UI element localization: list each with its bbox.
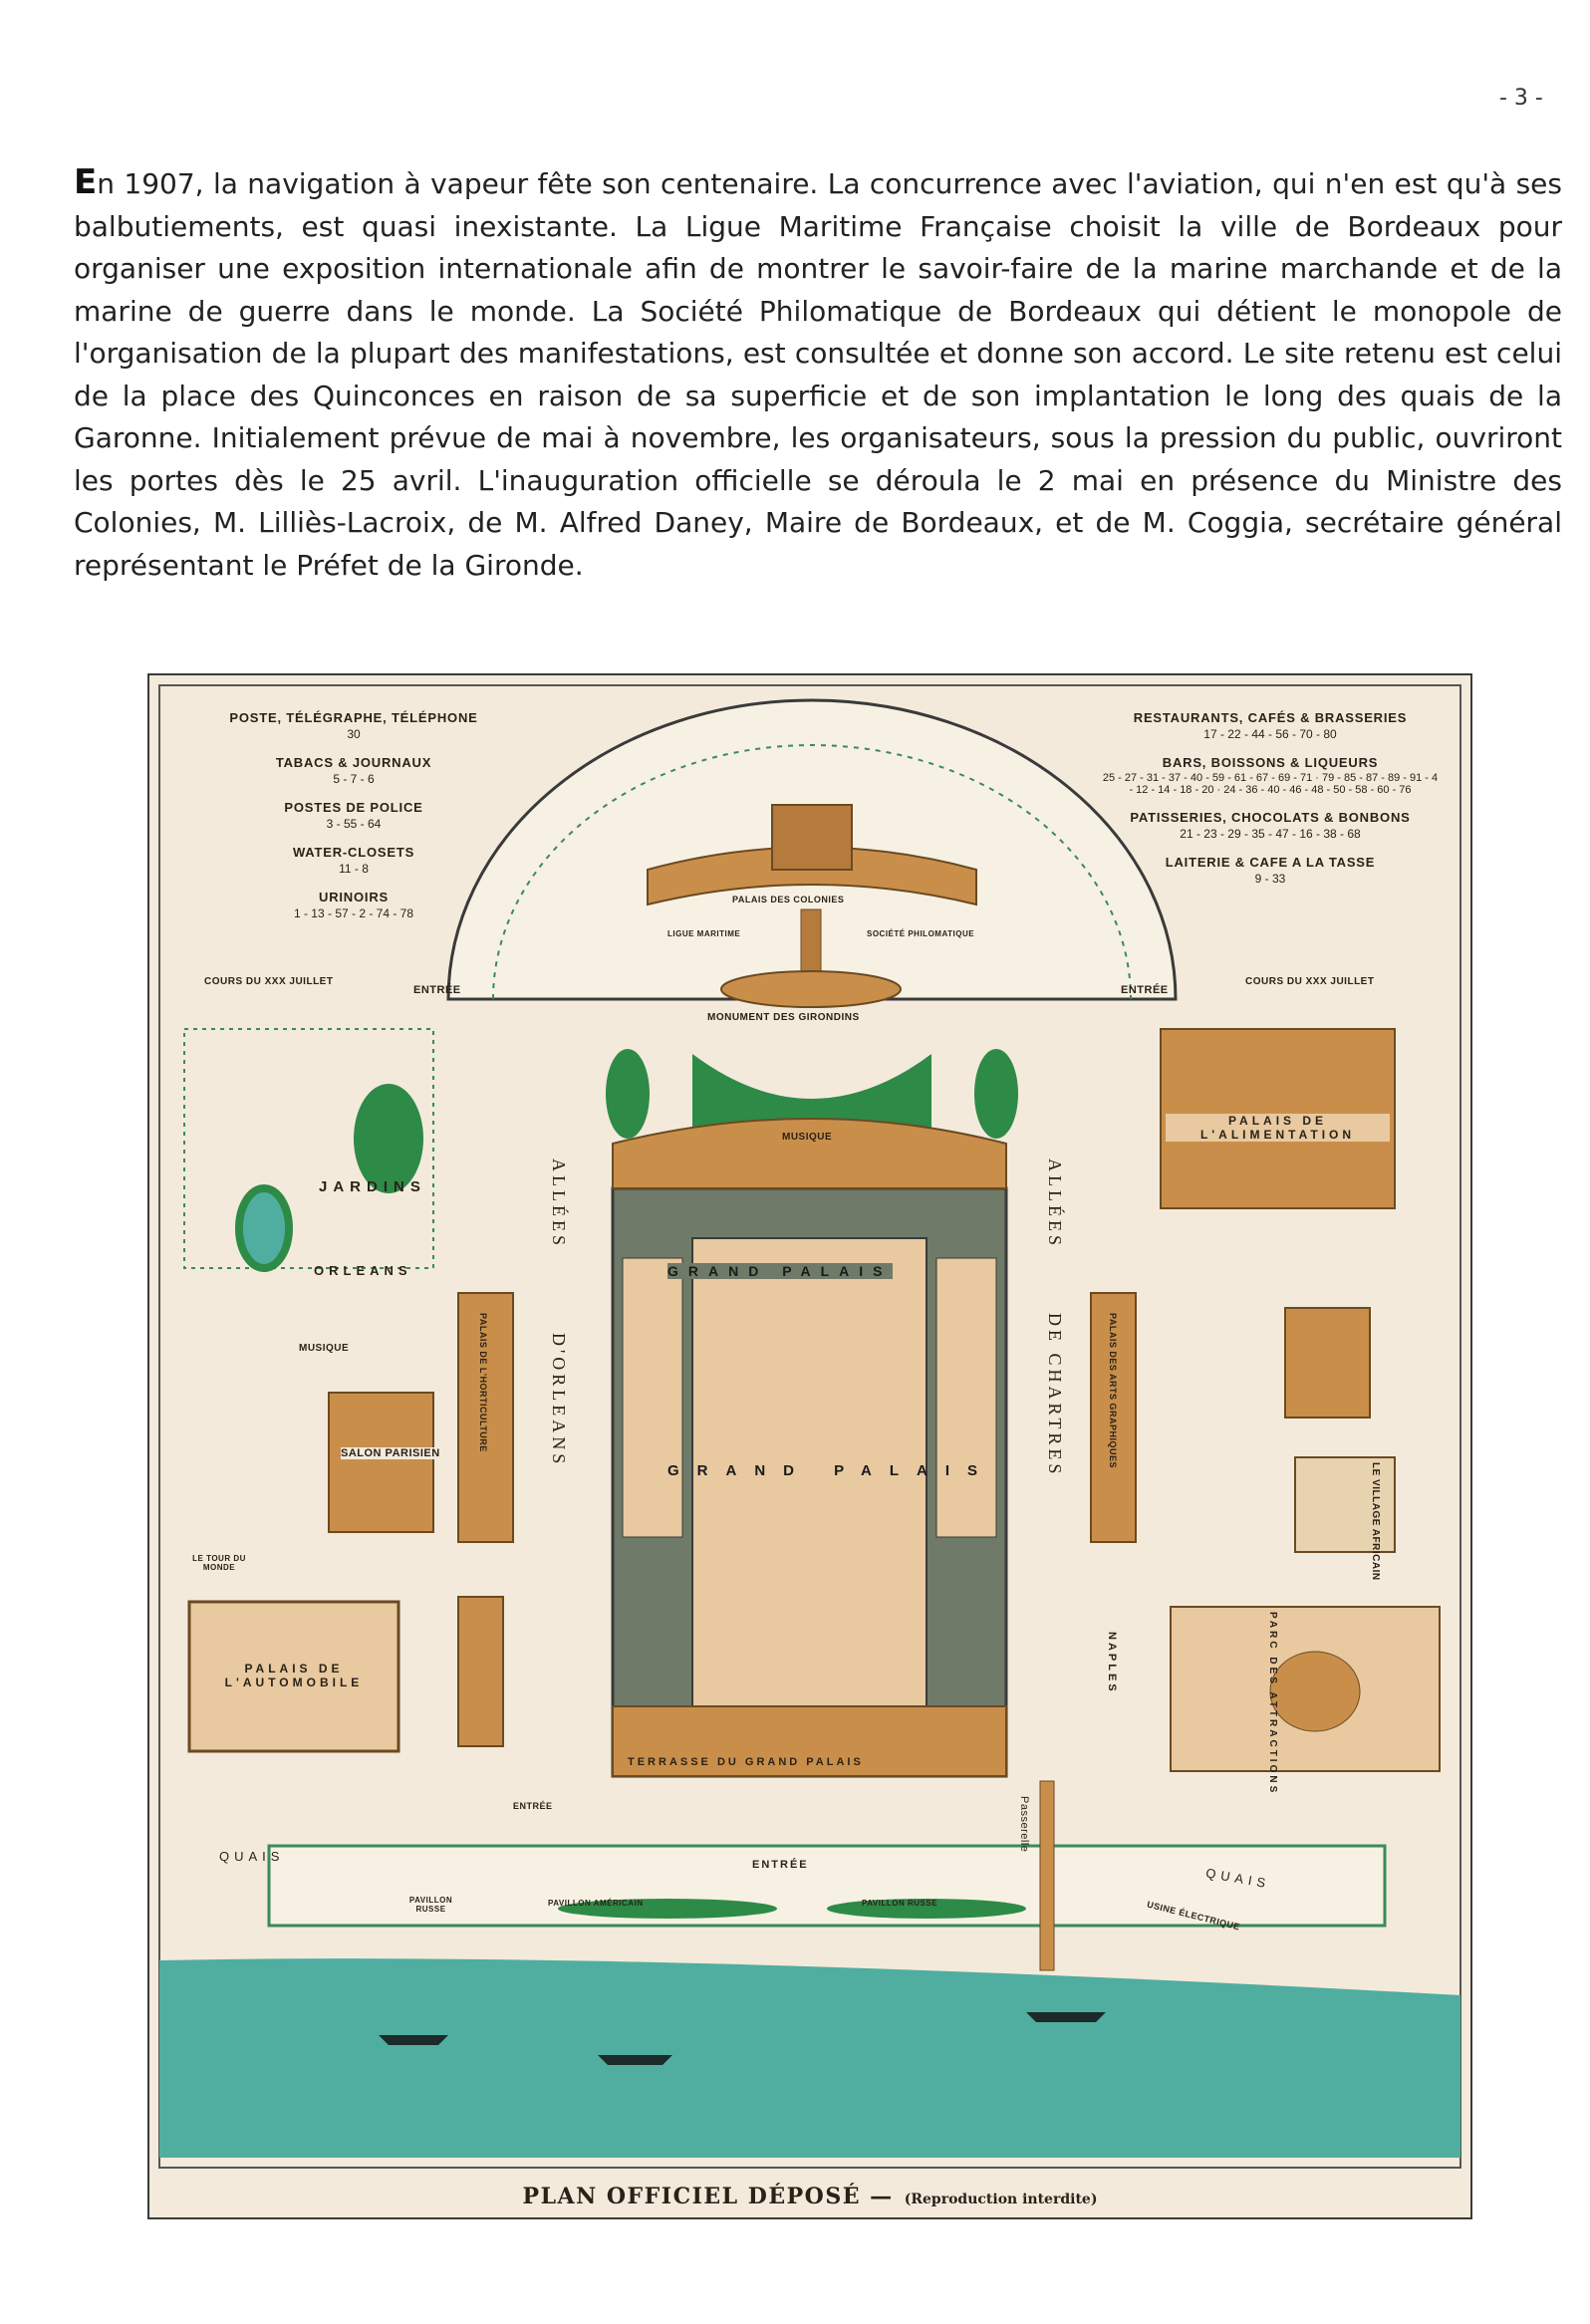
legend-left — [204, 710, 503, 934]
pavilion-right — [1285, 1308, 1370, 1418]
grand-palais-wing-right — [936, 1258, 996, 1537]
legend-right-nums: 17 - 22 - 44 - 56 - 70 - 80 — [1203, 727, 1337, 741]
caption-main: PLAN OFFICIEL DÉPOSÉ — — [522, 2184, 894, 2209]
label-ligue-maritime: LIGUE MARITIME — [667, 929, 741, 938]
legend-right-title: PATISSERIES, CHOCOLATS & BONBONS — [1130, 810, 1411, 825]
garonne-river — [159, 1958, 1460, 2158]
map-caption — [149, 2184, 1470, 2209]
label-naples: NAPLES — [1106, 1632, 1118, 1694]
legend-left-nums: 5 - 7 - 6 — [333, 772, 375, 786]
legend-right-nums: 9 - 33 — [1254, 872, 1286, 886]
label-parc-attractions: PARC DES ATTRACTIONS — [1267, 1612, 1278, 1796]
pavilion-left-bottom — [458, 1597, 503, 1746]
legend-left-title: WATER-CLOSETS — [292, 845, 415, 860]
monument-base — [721, 971, 901, 1007]
legend-left-nums: 3 - 55 - 64 — [326, 817, 382, 831]
legend-right-title: LAITERIE & CAFE A LA TASSE — [1165, 855, 1376, 870]
attraction-wheel — [1270, 1652, 1360, 1731]
label-orleans: ORLEANS — [314, 1263, 412, 1278]
label-entree-left: ENTRÉE — [413, 984, 461, 996]
salon-parisien-building — [329, 1393, 433, 1532]
monument-column — [801, 909, 821, 979]
label-allees-chartres-2: DE CHARTRES — [1045, 1313, 1065, 1478]
label-pavillon-americain: PAVILLON AMÉRICAIN — [548, 1899, 644, 1908]
label-pavillon-russe-left: PAVILLON RUSSE — [408, 1896, 453, 1914]
label-palais-horticulture: PALAIS DE L'HORTICULTURE — [478, 1313, 488, 1452]
label-passerelle: Passerelle — [1018, 1796, 1030, 1853]
legend-right-nums: 25 - 27 - 31 - 37 - 40 - 59 - 61 - 67 - 69 - 71 · 79 - 85 - 87 - 89 - 91 - 4 - 12 - 14 - 18 - 20 · 24 - 36 - 40 - 46 - 48 - 50 - 58 - 60 - 76 — [1102, 772, 1439, 796]
passerelle-bridge — [1040, 1781, 1054, 1970]
legend-left-title: TABACS & JOURNAUX — [275, 755, 432, 770]
label-palais-arts-graphiques: PALAIS DES ARTS GRAPHIQUES — [1108, 1313, 1118, 1469]
legend-right-nums: 21 - 23 - 29 - 35 - 47 - 16 - 38 - 68 — [1180, 827, 1361, 841]
label-allees-chartres-1: ALLÉES — [1045, 1159, 1065, 1249]
grand-palais-hall — [692, 1238, 927, 1726]
label-salon-parisien: SALON PARISIEN — [341, 1447, 440, 1459]
quai-pavilions-band — [269, 1846, 1385, 1926]
label-entree-right: ENTRÉE — [1121, 984, 1169, 996]
label-jardins: JARDINS — [319, 1178, 426, 1195]
intro-paragraph — [74, 161, 1562, 587]
label-societe-philomatique: SOCIÉTÉ PHILOMATIQUE — [867, 929, 975, 938]
drop-cap: E — [74, 162, 98, 202]
label-quais-right: QUAIS — [1204, 1865, 1272, 1892]
label-allees-orleans-1: ALLÉES — [549, 1159, 569, 1249]
label-palais-colonies: PALAIS DES COLONIES — [732, 895, 845, 904]
page-number: - 3 - — [1499, 86, 1543, 111]
legend-left-title: POSTE, TÉLÉGRAPHE, TÉLÉPHONE — [229, 710, 478, 725]
label-entree-bottom: ENTRÉE — [513, 1801, 553, 1811]
label-terrasse: TERRASSE DU GRAND PALAIS — [628, 1756, 864, 1768]
label-grand-palais-top: GRAND PALAIS — [667, 1263, 893, 1279]
legend-right — [1101, 710, 1440, 900]
label-usine-electrique: USINE ÉLECTRIQUE — [1146, 1899, 1241, 1933]
label-musique-top: MUSIQUE — [782, 1132, 833, 1143]
legend-left-nums: 11 - 8 — [339, 862, 369, 876]
jardins-pond — [239, 1188, 289, 1268]
legend-left-nums: 30 — [347, 727, 361, 741]
label-entree-quai: ENTRÉE — [752, 1859, 809, 1871]
label-palais-automobile: PALAIS DE L'AUTOMOBILE — [224, 1662, 364, 1689]
label-quais-left: QUAIS — [219, 1849, 285, 1864]
label-monument-girondins: MONUMENT DES GIRONDINS — [707, 1012, 860, 1023]
garden-left-oval — [606, 1049, 650, 1139]
intro-text: n 1907, la navigation à vapeur fête son centenaire. La concurrence avec l'aviation, qui n'en est qu'à ses balbutiements, est quasi inexistante. La Ligue Maritime Française choisit la ville de Bordeaux pour organiser une exposition internationale afin de montrer le savoir-faire de la marine marchande et de la marine de guerre dans le monde. La Société Philomatique de Bordeaux qui détient le monopole de l'organisation de la plupart des manifestations, est consultée et donne son accord. Le site retenu est celui de la place des Quinconces en raison de sa superficie et de son implantation le long des quais de la Garonne. Initialement prévue de mai à novembre, les organisateurs, sous la pression du public, ouvriront les portes dès le 25 avril. L'inauguration officielle se déroula le 2 mai en présence du Ministre des Colonies, M. Lilliès-Lacroix, de M. Alfred Daney, Maire de Bordeaux, et de M. Coggia, secrétaire général représentant le Préfet de la Gironde. — [74, 167, 1562, 582]
legend-left-title: POSTES DE POLICE — [284, 800, 423, 815]
legend-right-title: RESTAURANTS, CAFÉS & BRASSERIES — [1133, 710, 1408, 725]
label-musique-left: MUSIQUE — [299, 1343, 350, 1354]
label-palais-alimentation: PALAIS DE L'ALIMENTATION — [1166, 1114, 1390, 1142]
label-cours-left: COURS DU XXX JUILLET — [204, 976, 334, 987]
label-tour-du-monde: LE TOUR DU MONDE — [192, 1554, 246, 1572]
label-cours-right: COURS DU XXX JUILLET — [1245, 976, 1375, 987]
legend-right-title: BARS, BOISSONS & LIQUEURS — [1162, 755, 1379, 770]
grand-palais-wing-left — [623, 1258, 682, 1537]
caption-note: (Reproduction interdite) — [904, 2192, 1098, 2207]
grand-palais-facade-top — [613, 1119, 1006, 1188]
legend-left-title: URINOIRS — [319, 890, 389, 904]
palais-colonies-tower — [772, 805, 852, 870]
legend-left-nums: 1 - 13 - 57 - 2 - 74 - 78 — [293, 906, 414, 920]
label-grand-palais-center: GRAND PALAIS — [667, 1462, 996, 1479]
label-allees-orleans-2: D'ORLEANS — [549, 1333, 569, 1468]
label-village-africain: LE VILLAGE AFRICAIN — [1370, 1462, 1381, 1581]
label-pavillon-russe: PAVILLON RUSSE — [862, 1899, 938, 1908]
garden-right-oval — [974, 1049, 1018, 1139]
exposition-map — [147, 673, 1472, 2219]
jardins-pond-garden — [354, 1084, 423, 1193]
